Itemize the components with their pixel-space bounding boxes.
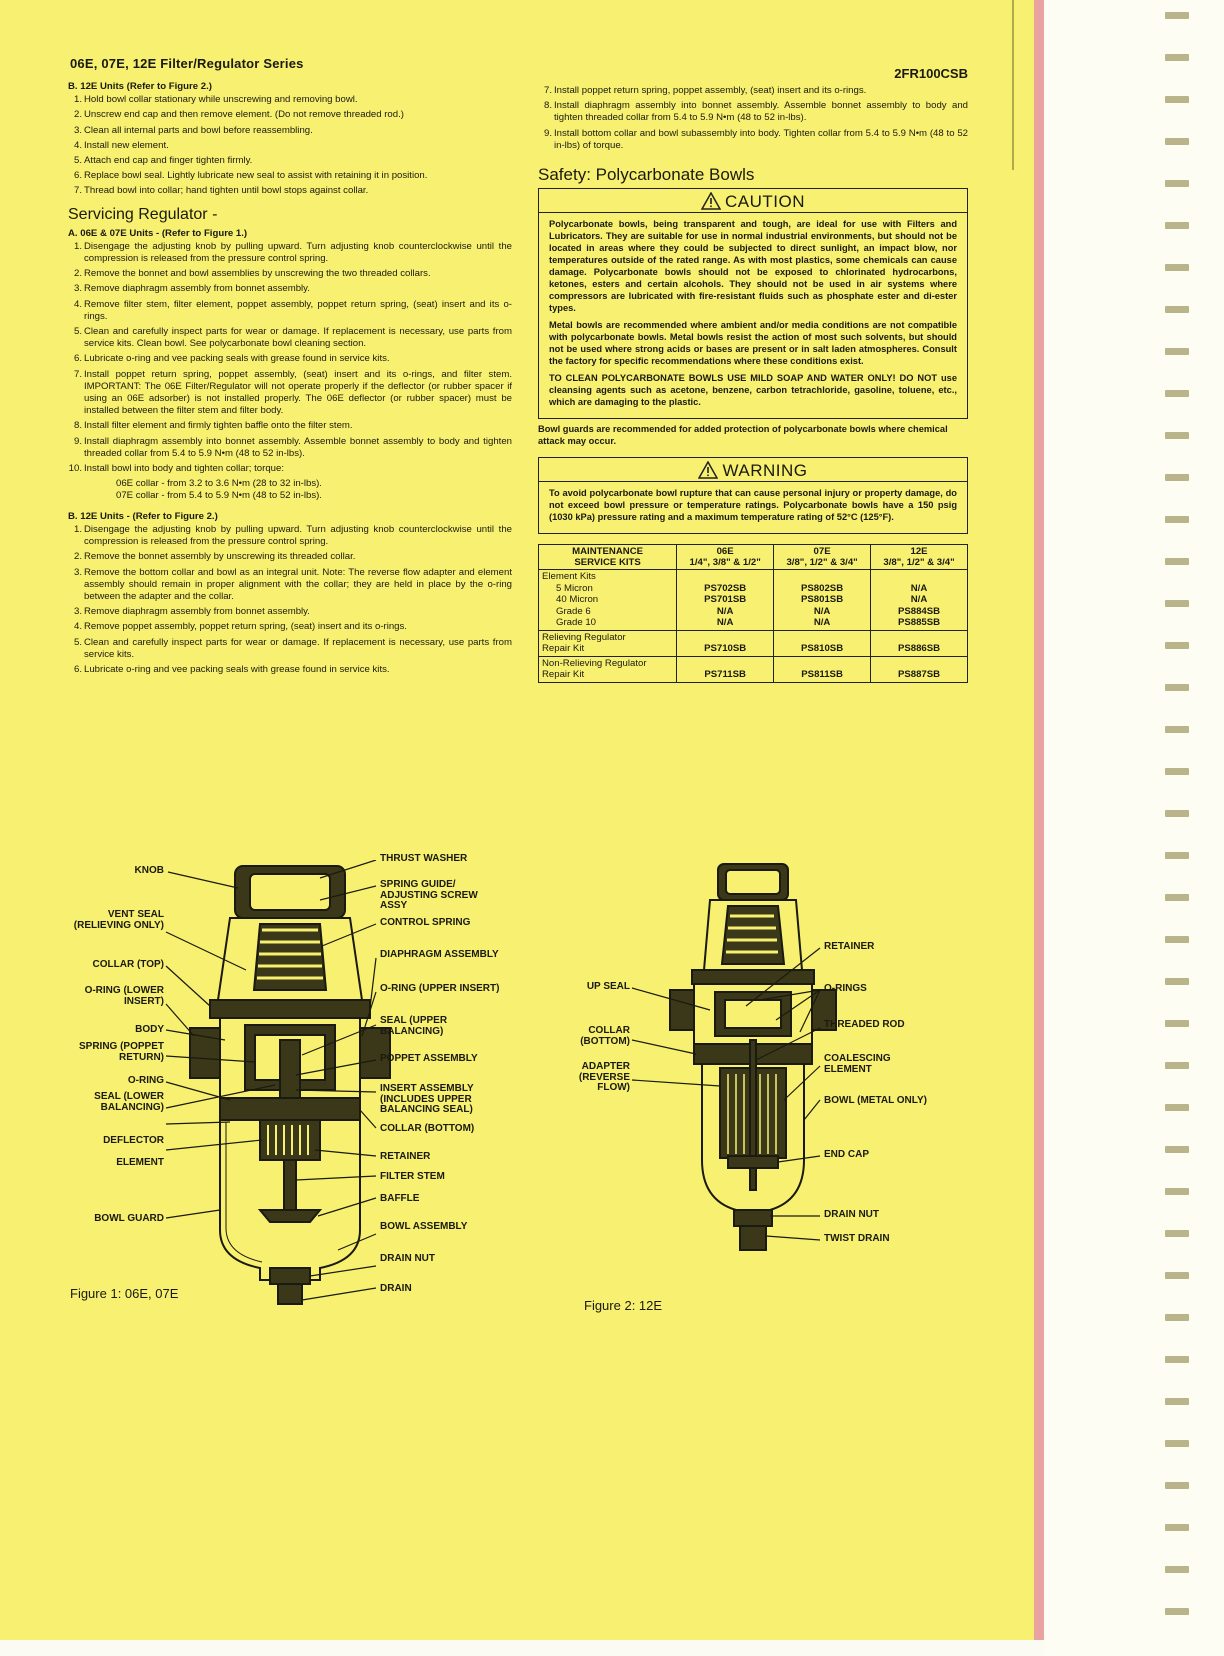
step-text: Disengage the adjusting knob by pulling upward. Turn adjusting knob counterclockwise until the compression is released from the pressure control spring. — [84, 240, 512, 265]
binder-tab — [1165, 810, 1189, 817]
step-item — [68, 664, 512, 676]
binder-tab — [1165, 180, 1189, 187]
label-o-ring-lower-insert: O-RING (LOWER INSERT) — [84, 985, 164, 1007]
step-item — [68, 125, 512, 137]
binder-tab — [1165, 726, 1189, 733]
step-item — [68, 94, 512, 106]
step-item — [68, 268, 512, 280]
section-a-title: A. 06E & 07E Units - (Refer to Figure 1.) — [68, 227, 248, 239]
step-number: 1. — [73, 94, 82, 106]
step-item — [68, 606, 512, 618]
step-number: 4. — [73, 139, 82, 151]
step-number: 4. — [73, 621, 82, 633]
step-item — [68, 369, 512, 418]
step-text: Attach end cap and finger tighten firmly. — [84, 155, 253, 167]
label-spring-guide: SPRING GUIDE/ ADJUSTING SCREW ASSY — [380, 879, 478, 911]
table-cell: PS811SB — [774, 656, 871, 682]
section-b-steps — [68, 94, 512, 197]
table-cell: PS802SB PS801SB N/A N/A — [774, 570, 871, 631]
step-text: Install diaphragm assembly into bonnet assembly. Assemble bonnet assembly to body and tighten threaded collar from 5.4 to 5.9 N•m (48 to 52 in-lbs). — [84, 435, 512, 459]
caution-paragraph-1: Polycarbonate bowls, being transparent and tough, are ideal for use with Filters and Lubricators. They are suitable for use in normal industrial environments, but should not be located in areas where they could be subjected to direct sunlight, an impact blow, nor temperatures outside of the rated range. As with most plastics, some chemicals can cause damage. Polycarbonate bowls should not be exposed to chlorinated hydrocarbons, ketones, esters and certain alcohols. They should not be used in air systems where compressors are lubricated with fire-resistant fluids such as phosphate ester and di-ester types. — [549, 219, 957, 314]
binder-tab — [1165, 1146, 1189, 1153]
step-number: 7. — [73, 185, 82, 197]
step-text: Install bottom collar and bowl subassembly into body. Tighten collar from 5.4 to 5.9 N•m (48 to 52 in-lbs) of torque. — [554, 127, 968, 151]
label-poppet-assembly: POPPET ASSEMBLY — [380, 1053, 478, 1064]
label-bowl-assembly: BOWL ASSEMBLY — [380, 1221, 468, 1232]
step-number: 5. — [73, 326, 82, 338]
binder-tab — [1165, 1314, 1189, 1321]
label-drain-nut: DRAIN NUT — [824, 1209, 879, 1220]
step-number: 3. — [73, 283, 82, 295]
step-item — [68, 326, 512, 350]
binder-tab — [1165, 12, 1189, 19]
binder-tab — [1165, 1566, 1189, 1573]
step-text: Clean all internal parts and bowl before reassembling. — [84, 124, 313, 136]
label-spring-poppet-return: SPRING (POPPET RETURN) — [78, 1041, 164, 1063]
binder-tab — [1165, 54, 1189, 61]
table-header: 07E 3/8", 1/2" & 3/4" — [774, 545, 871, 570]
table-cell: N/A N/A PS884SB PS885SB — [871, 570, 968, 631]
section-b2-title: B. 12E Units - (Refer to Figure 2.) — [68, 510, 218, 522]
warning-box — [538, 457, 968, 534]
safety-heading: Safety: Polycarbonate Bowls — [538, 165, 755, 185]
step-item — [68, 420, 512, 432]
step-item — [68, 170, 512, 182]
step-text: Lubricate o-ring and vee packing seals with grease found in service kits. — [84, 353, 390, 365]
label-drain: DRAIN — [380, 1283, 412, 1294]
figure-2-caption: Figure 2: 12E — [584, 1298, 663, 1313]
binder-tab — [1165, 978, 1189, 985]
label-element: ELEMENT — [116, 1157, 164, 1168]
binder-tab — [1165, 222, 1189, 229]
caution-paragraph-2: Metal bowls are recommended where ambient and/or media conditions are not compatible with polycarbonate bowls. Metal bowls resist the action of most such solvents, but should not be used where strong acids or bases are present or in salt laden atmospheres. Consult the factory for specific recommendations where these conditions exist. — [549, 320, 957, 367]
step-text: Hold bowl collar stationary while unscrewing and removing bowl. — [84, 94, 358, 106]
step-text: Install diaphragm assembly into bonnet assembly. Assemble bonnet assembly to body and tighten threaded collar from 5.4 to 5.9 N•m (48 to 52 in-lbs). — [554, 100, 968, 124]
step-number: 3. — [73, 606, 82, 618]
step-item — [68, 524, 512, 548]
step-item — [68, 436, 512, 460]
table-row — [539, 656, 968, 682]
step-number: 3. — [73, 124, 82, 136]
label-knob: KNOB — [134, 865, 164, 876]
step-text: Lubricate o-ring and vee packing seals with grease found in service kits. — [84, 663, 390, 675]
document-code: 2FR100CSB — [894, 66, 968, 81]
right-column — [538, 84, 968, 683]
step-number: 6. — [73, 663, 82, 675]
torque-06e: 06E collar - from 3.2 to 3.6 N•m (28 to 32 in-lbs). — [116, 478, 322, 490]
label-diaphragm-assembly: DIAPHRAGM ASSEMBLY — [380, 949, 499, 960]
binder-tab — [1165, 1440, 1189, 1447]
figure-1-caption: Figure 1: 06E, 07E — [70, 1286, 179, 1301]
binder-tab — [1165, 642, 1189, 649]
section-b2-steps — [68, 524, 512, 676]
binder-tab — [1165, 1482, 1189, 1489]
label-deflector: DEFLECTOR — [103, 1135, 164, 1146]
step-text: Clean and carefully inspect parts for wear or damage. If replacement is necessary, use parts from service kits. — [84, 636, 512, 660]
table-cell: PS810SB — [774, 630, 871, 656]
label-bowl-guard: BOWL GUARD — [94, 1213, 164, 1224]
step-text: Disengage the adjusting knob by pulling upward. Turn adjusting knob counterclockwise until the compression is released from the pressure control spring. — [84, 523, 512, 548]
table-cell: PS711SB — [677, 656, 774, 682]
label-thrust-washer: THRUST WASHER — [380, 853, 468, 864]
step-text: Clean and carefully inspect parts for wear or damage. If replacement is necessary, use parts from service kits. Clean bowl. See polycarbonate bowl cleaning section. — [84, 326, 512, 350]
warning-title: WARNING — [722, 461, 808, 481]
step-number: 2. — [73, 268, 82, 280]
figure-1 — [70, 853, 510, 1330]
table-header: 06E 1/4", 3/8" & 1/2" — [677, 545, 774, 570]
binder-tab — [1165, 1062, 1189, 1069]
step-text: Remove filter stem, filter element, poppet assembly, poppet return spring, (seat) insert and its o-rings. — [84, 298, 512, 322]
table-row — [539, 570, 968, 631]
binder-tab — [1165, 1356, 1189, 1363]
table-cell: PS887SB — [871, 656, 968, 682]
binder-tab — [1165, 96, 1189, 103]
step-item — [68, 567, 512, 604]
step-text: Install new element. — [84, 139, 169, 151]
label-collar-top: COLLAR (TOP) — [92, 959, 164, 970]
binder-tab — [1165, 936, 1189, 943]
step-number: 4. — [73, 298, 82, 310]
step-text: Install bowl into body and tighten collar; torque: — [84, 463, 284, 475]
step-text: Remove the bonnet assembly by unscrewing its threaded collar. — [84, 551, 356, 563]
bowl-guard-note: Bowl guards are recommended for added protection of polycarbonate bowls where chemical attack may occur. — [538, 424, 948, 447]
label-retainer: RETAINER — [380, 1151, 431, 1162]
table-cell: PS702SB PS701SB N/A N/A — [677, 570, 774, 631]
binder-tab — [1165, 684, 1189, 691]
label-drain-nut: DRAIN NUT — [380, 1253, 435, 1264]
caution-paragraph-3: TO CLEAN POLYCARBONATE BOWLS USE MILD SOAP AND WATER ONLY! DO NOT use cleansing agents such as acetone, benzene, carbon tetrachloride, gasoline, toluene, etc., which are damaging to the plastic. — [549, 373, 957, 408]
binder-tab — [1165, 306, 1189, 313]
warning-body — [539, 482, 967, 533]
warning-triangle-icon — [701, 192, 721, 210]
label-coalescing-element: COALESCING ELEMENT — [824, 1053, 891, 1075]
binder-tab — [1165, 390, 1189, 397]
table-cell: PS886SB — [871, 630, 968, 656]
page-edge-line — [1034, 0, 1044, 1640]
step-item — [68, 109, 512, 121]
table-cell: Non-Relieving Regulator Repair Kit — [539, 656, 677, 682]
table-header-row — [539, 545, 968, 570]
step-item — [68, 353, 512, 365]
table-cell: Element Kits 5 Micron 40 Micron Grade 6 Grade 10 — [539, 570, 677, 631]
binder-tab — [1165, 264, 1189, 271]
caution-title-bar — [539, 189, 967, 213]
step-item — [68, 621, 512, 633]
binder-tab — [1165, 894, 1189, 901]
binder-tab — [1165, 138, 1189, 145]
table-header: MAINTENANCE SERVICE KITS — [539, 545, 677, 570]
label-o-rings: O-RINGS — [824, 983, 867, 994]
step-item — [68, 463, 512, 475]
servicing-regulator-heading: Servicing Regulator - — [68, 205, 218, 223]
label-body: BODY — [135, 1024, 164, 1035]
step-text: Remove the bottom collar and bowl as an integral unit. Note: The reverse flow adapter and element assembly should remain in proper alignment with the collar; they are held in place by the o-ring between the adapter and the collar. — [84, 566, 512, 602]
binder-tab — [1165, 432, 1189, 439]
binder-tab — [1165, 852, 1189, 859]
table-cell: Relieving Regulator Repair Kit — [539, 630, 677, 656]
step-item — [68, 185, 512, 197]
document-title: 06E, 07E, 12E Filter/Regulator Series — [70, 56, 304, 71]
step-number: 2. — [73, 551, 82, 563]
step-item — [538, 128, 968, 152]
caution-box — [538, 188, 968, 419]
step-number: 8. — [73, 420, 82, 432]
label-adapter-reverse-flow: ADAPTER (REVERSE FLOW) — [578, 1061, 630, 1093]
step-number: 1. — [73, 523, 82, 535]
step-text: Install filter element and firmly tighten baffle onto the filter stem. — [84, 420, 353, 432]
fold-mark — [1012, 0, 1014, 170]
label-up-seal: UP SEAL — [586, 981, 630, 992]
binder-tab — [1165, 768, 1189, 775]
step-text: Thread bowl into collar; hand tighten until bowl stops against collar. — [84, 185, 369, 197]
label-seal-lower-balancing: SEAL (LOWER BALANCING) — [94, 1091, 164, 1113]
section-b-title: B. 12E Units (Refer to Figure 2.) — [68, 81, 212, 92]
label-retainer: RETAINER — [824, 941, 875, 952]
table-row — [539, 630, 968, 656]
label-control-spring: CONTROL SPRING — [380, 917, 471, 928]
step-text: Remove diaphragm assembly from bonnet assembly. — [84, 283, 310, 295]
step-item — [538, 100, 968, 124]
binder-tab — [1165, 1524, 1189, 1531]
warning-title-bar — [539, 458, 967, 482]
step-text: Remove diaphragm assembly from bonnet assembly. — [84, 606, 310, 618]
binder-tab — [1165, 516, 1189, 523]
binder-tab — [1165, 1020, 1189, 1027]
step-item — [68, 299, 512, 323]
label-bowl-metal-only: BOWL (METAL ONLY) — [824, 1095, 927, 1106]
step-item — [68, 155, 512, 167]
step-number: 6. — [73, 353, 82, 365]
binder-tab — [1165, 1272, 1189, 1279]
warning-text: To avoid polycarbonate bowl rupture that can cause personal injury or property damage, do not exceed bowl pressure or temperature ratings. Polycarbonate bowls have a 150 psig (1030 kPa) pressure rating and a maximum temperature rating of 52°C (125°F). — [549, 488, 957, 523]
binder-tab — [1165, 474, 1189, 481]
label-end-cap: END CAP — [824, 1149, 870, 1160]
step-number: 5. — [73, 155, 82, 167]
step-number: 10. — [68, 463, 82, 475]
step-number: 1. — [73, 240, 82, 252]
step-item — [68, 140, 512, 152]
label-insert-assembly: INSERT ASSEMBLY (INCLUDES UPPER BALANCING SEAL) — [380, 1083, 474, 1115]
step-item — [538, 85, 968, 97]
label-baffle: BAFFLE — [380, 1193, 420, 1204]
step-number: 6. — [73, 170, 82, 182]
step-number: 7. — [73, 368, 82, 380]
table-header: 12E 3/8", 1/2" & 3/4" — [871, 545, 968, 570]
step-number: 2. — [73, 109, 82, 121]
binder-tab — [1165, 1104, 1189, 1111]
step-item — [68, 283, 512, 295]
binder-tab — [1165, 1398, 1189, 1405]
step-number: 3. — [73, 566, 82, 578]
step-item — [68, 637, 512, 661]
step-number: 8. — [543, 100, 552, 112]
label-filter-stem: FILTER STEM — [380, 1171, 445, 1182]
section-a-steps — [68, 241, 512, 475]
left-column — [68, 78, 512, 679]
step-number: 5. — [73, 636, 82, 648]
step-number: 9. — [543, 127, 552, 139]
table-cell: PS710SB — [677, 630, 774, 656]
label-o-ring: O-RING — [127, 1075, 164, 1086]
torque-07e: 07E collar - from 5.4 to 5.9 N•m (48 to 52 in-lbs). — [116, 490, 322, 502]
binder-tab — [1165, 1230, 1189, 1237]
step-number: 7. — [543, 85, 552, 96]
figure-2 — [570, 860, 970, 1300]
step-item — [68, 241, 512, 265]
binder-tab — [1165, 600, 1189, 607]
binder-strip — [1044, 0, 1224, 1656]
binder-tab — [1165, 558, 1189, 565]
maintenance-kits-table — [538, 544, 968, 683]
label-collar-bottom: COLLAR (BOTTOM) — [380, 1123, 475, 1134]
binder-tab — [1165, 348, 1189, 355]
step-text: Unscrew end cap and then remove element. (Do not remove threaded rod.) — [84, 109, 404, 121]
label-o-ring-upper-insert: O-RING (UPPER INSERT) — [380, 983, 500, 994]
step-item — [68, 551, 512, 563]
caution-body — [539, 213, 967, 418]
binder-tab — [1165, 1188, 1189, 1195]
label-threaded-rod: THREADED ROD — [824, 1019, 905, 1030]
caution-title: CAUTION — [725, 192, 805, 212]
right-steps — [538, 85, 968, 152]
label-collar-bottom: COLLAR (BOTTOM) — [580, 1025, 630, 1047]
warning-triangle-icon — [698, 461, 718, 479]
label-seal-upper-balancing: SEAL (UPPER BALANCING) — [380, 1015, 448, 1037]
label-vent-seal: VENT SEAL (RELIEVING ONLY) — [73, 909, 164, 931]
step-text: Replace bowl seal. Lightly lubricate new seal to assist with retaining it in position. — [84, 170, 428, 182]
step-text: Install poppet return spring, poppet assembly, (seat) insert and its o-rings, and filter stem. IMPORTANT: The 06E Filter/Regulator will not operate properly if the deflector (or rubber spacer if using an 06E adsorber) is not installed properly. The 06E deflector (or rubber spacer) must be installed between the filter stem and filter body. — [84, 368, 512, 417]
step-text: Remove the bonnet and bowl assemblies by unscrewing the two threaded collars. — [84, 268, 431, 280]
label-twist-drain: TWIST DRAIN — [824, 1233, 890, 1244]
step-text: Install poppet return spring, poppet assembly, (seat) insert and its o-rings. — [554, 85, 867, 96]
step-text: Remove poppet assembly, poppet return spring, (seat) insert and its o-rings. — [84, 621, 407, 633]
binder-tab — [1165, 1608, 1189, 1615]
step-number: 9. — [73, 435, 82, 447]
